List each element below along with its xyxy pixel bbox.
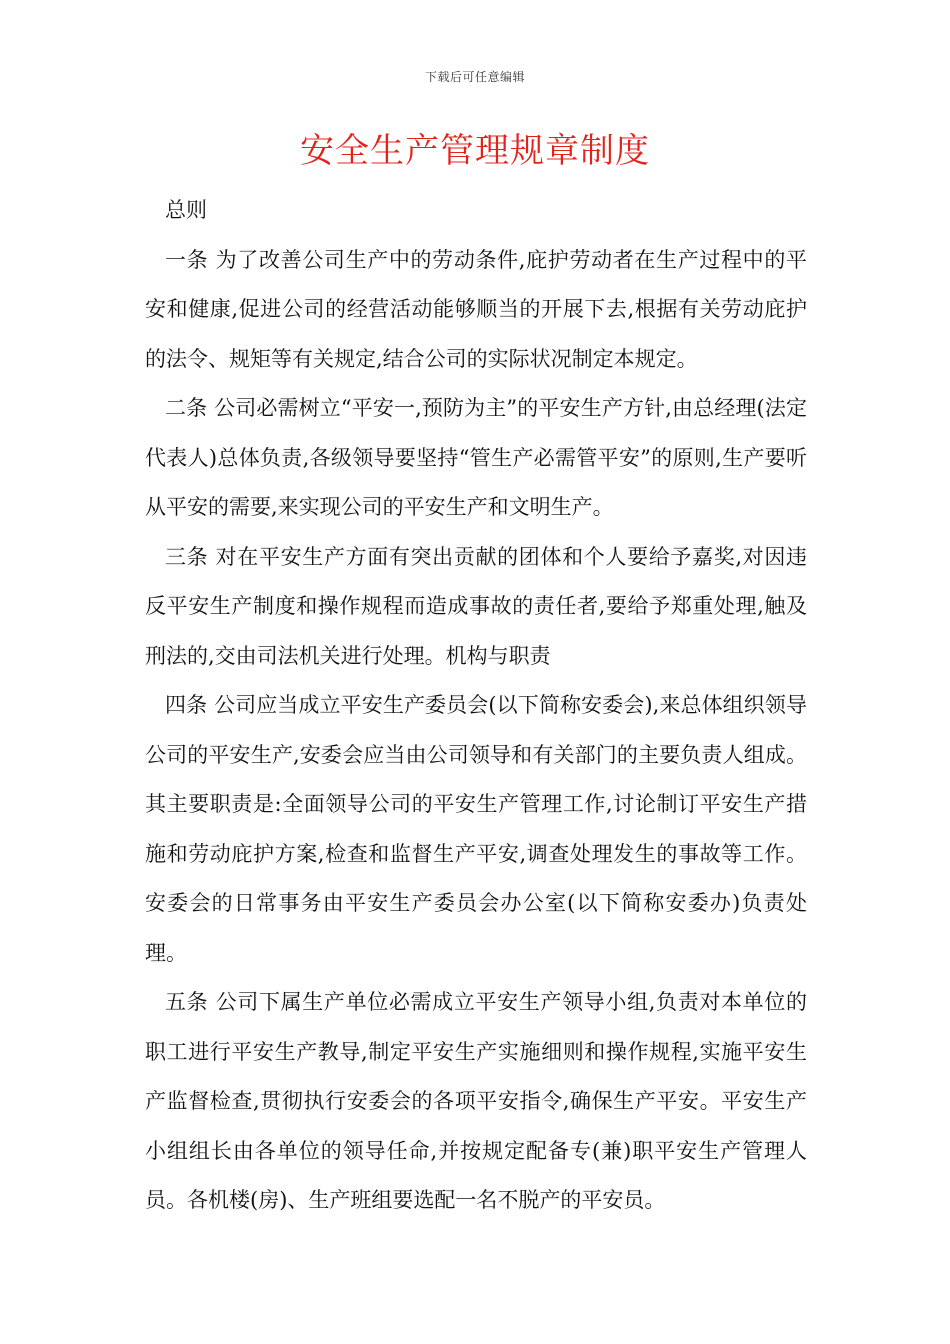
header-note: 下载后可任意编辑 xyxy=(424,70,525,84)
article-2: 二条 公司必需树立“平安一,预防为主”的平安生产方针,由总经理(法定代表人)总体负责,各级领导要坚持“管生产必需管平安”的原则,生产要听从平安的需要,来实现公司的平安生产和文明生产。 xyxy=(145,396,807,519)
article-5: 五条 公司下属生产单位必需成立平安生产领导小组,负责对本单位的职工进行平安生产教导,制定平安生产实施细则和操作规程,实施平安生产监督检查,贯彻执行安委会的各项平安指令,确保生产平安。平安生产小组组长由各单位的领导任命,并按规定配备专(兼)职平安生产管理人员。各机楼(房)、生产班组要选配一名不脱产的平安员。 xyxy=(145,990,807,1212)
document-body xyxy=(145,186,807,1226)
section-heading-general: 总则 xyxy=(165,198,207,222)
document-title: 安全生产管理规章制度 xyxy=(300,131,650,171)
article-3: 三条 对在平安生产方面有突出贡献的团体和个人要给予嘉奖,对因违反平安生产制度和操作规程而造成事故的责任者,要给予郑重处理,触及刑法的,交由司法机关进行处理。机构与职责 xyxy=(145,544,807,668)
article-4: 四条 公司应当成立平安生产委员会(以下简称安委会),来总体组织领导公司的平安生产,安委会应当由公司领导和有关部门的主要负责人组成。其主要职责是:全面领导公司的平安生产管理工作,讨论制订平安生产措施和劳动庇护方案,检查和监督生产平安,调查处理发生的事故等工作。安委会的日常事务由平安生产委员会办公室(以下简称安委办)负责处理。 xyxy=(145,693,807,965)
article-1: 一条 为了改善公司生产中的劳动条件,庇护劳动者在生产过程中的平安和健康,促进公司的经营活动能够顺当的开展下去,根据有关劳动庇护的法令、规矩等有关规定,结合公司的实际状况制定本规定。 xyxy=(145,247,807,371)
